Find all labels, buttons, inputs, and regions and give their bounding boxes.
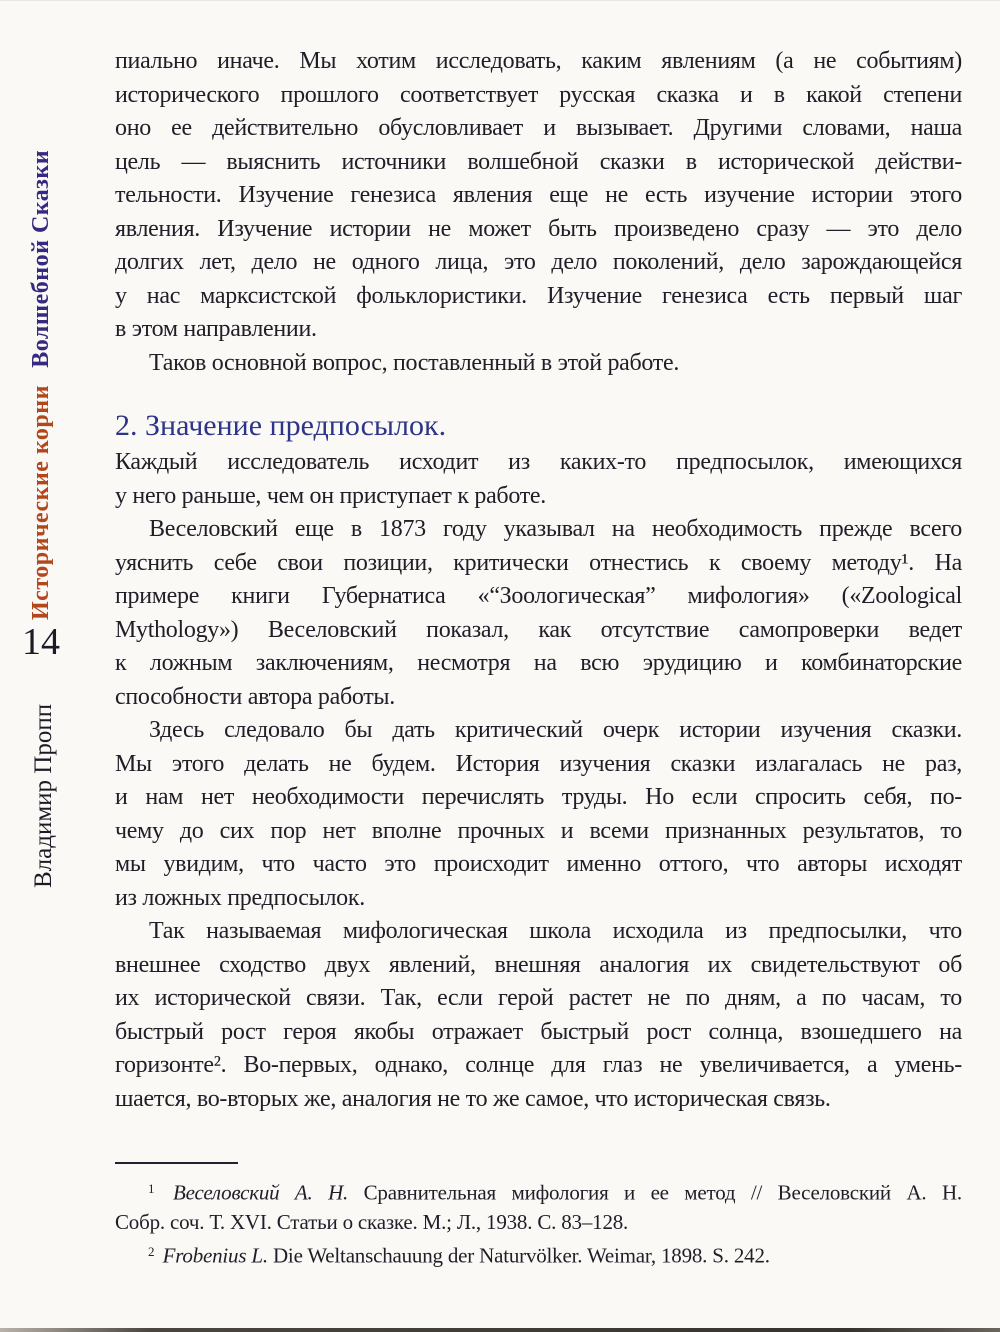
section-heading: 2. Значение предпосылок. [115, 409, 447, 442]
scan-top-edge [0, 0, 1000, 1]
text-line: пиально иначе. Мы хотим исследовать, каким явлениям (а не событиям) [115, 48, 962, 74]
paragraph-2 [115, 347, 962, 381]
text-line: уяснить себе свои позиции, критически отнестись к своему методу¹. На [115, 549, 962, 576]
text-line: быстрый рост героя якобы отражает быстрый рост солнца, взошедшего на [115, 1018, 962, 1045]
text-line: из ложных предпосылок. [115, 884, 365, 911]
text-line: цель — выяснить источники волшебной сказки в исторической действи- [115, 148, 962, 175]
text-line: шается, во-вторых же, аналогия не то же самое, что историческая связь. [115, 1085, 831, 1112]
text-line: Каждый исследователь исходит из каких-то предпосылок, имеющихся [115, 449, 962, 475]
book-author-vertical: Владимир Пропп [30, 703, 57, 888]
footnote-1-line-1 [115, 1174, 962, 1208]
page-text-column [115, 45, 962, 1270]
text-line: у нас марксистской фольклористики. Изучение генезиса есть первый шаг [115, 282, 962, 309]
footnotes-section [115, 1162, 962, 1270]
text-line: горизонте². Во-первых, однако, солнце для глаз не увеличивается, а умень- [115, 1052, 962, 1078]
page-number: 14 [22, 621, 60, 663]
text-line: их исторической связи. Так, если герой растет не по дням, а по часам, то [115, 985, 962, 1011]
paragraph-6 [115, 915, 962, 1116]
text-line: исторического прошлого соответствует русская сказка и в какой степени [115, 81, 962, 108]
footnote-2-text: Die Weltanschauung der Naturvölker. Weimar, 1898. S. 242. [272, 1243, 770, 1267]
book-title-part2: Волшебной Сказки [28, 149, 54, 368]
text-line: Так называемая мифологическая школа исходила из предпосылки, что [149, 918, 962, 944]
footnote-separator [115, 1162, 238, 1164]
text-line: Веселовский еще в 1873 году указывал на необходимость прежде всего [149, 516, 962, 542]
text-line: в этом направлении. [115, 316, 317, 342]
text-line: Здесь следовало бы дать критический очерк истории изучения сказки. [149, 717, 962, 743]
footnote-1-marker: 1 [148, 1181, 155, 1196]
footnote-1-line-2: Собр. соч. Т. XVI. Статьи о сказке. М.; Л., 1938. С. 83–128. [115, 1209, 629, 1234]
footnote-1-author: Веселовский А. Н. [173, 1180, 349, 1205]
text-line: у него раньше, чем он приступает к работе. [115, 482, 546, 509]
footnote-2-author: Frobenius L. [162, 1243, 268, 1267]
text-line: примере книги Губернатиса «“Зоологическая” мифология» («Zoological [115, 583, 962, 609]
text-line: способности автора работы. [115, 683, 395, 710]
footnote-1-text: Сравнительная мифология и ее метод // Веселовский А. Н. [363, 1180, 962, 1205]
book-title-part1: Исторические корни [28, 385, 54, 620]
footnote-2-line-1 [115, 1237, 962, 1271]
text-line: и нам нет необходимости перечислять труды. Но если спросить себя, по- [115, 784, 962, 810]
text-line: Таков основной вопрос, поставленный в этой работе. [149, 349, 680, 376]
text-line: внешнее сходство двух явлений, внешняя аналогия их свидетельствуют об [115, 951, 962, 978]
text-line: чему до сих пор нет вполне прочных и всеми признанных результатов, то [115, 817, 962, 844]
paragraph-1 [115, 45, 962, 347]
text-line: долгих лет, дело не одного лица, это дело поколений, дело зарождающейся [115, 249, 962, 275]
text-line: тельности. Изучение генезиса явления еще не есть изучение истории этого [115, 182, 962, 208]
footnote-2-marker: 2 [148, 1243, 155, 1259]
scan-bottom-edge [0, 1328, 1000, 1332]
paragraph-4 [115, 513, 962, 714]
text-line: к ложным заключениям, несмотря на всю эрудицию и комбинаторские [115, 650, 962, 676]
text-line: мы увидим, что часто это происходит именно оттого, что авторы исходят [115, 851, 962, 877]
text-line: Mythology») Веселовский показал, как отсутствие самопроверки ведет [115, 616, 962, 643]
text-line: Мы этого делать не будем. История изучения сказки излагалась не раз, [115, 750, 962, 777]
book-title-vertical [28, 149, 72, 620]
paragraph-5 [115, 714, 962, 915]
paragraph-3 [115, 446, 962, 513]
text-line: явления. Изучение истории не может быть произведено сразу — это дело [115, 215, 962, 242]
text-line: оно ее действительно обусловливает и вызывает. Другими словами, наша [115, 115, 962, 141]
